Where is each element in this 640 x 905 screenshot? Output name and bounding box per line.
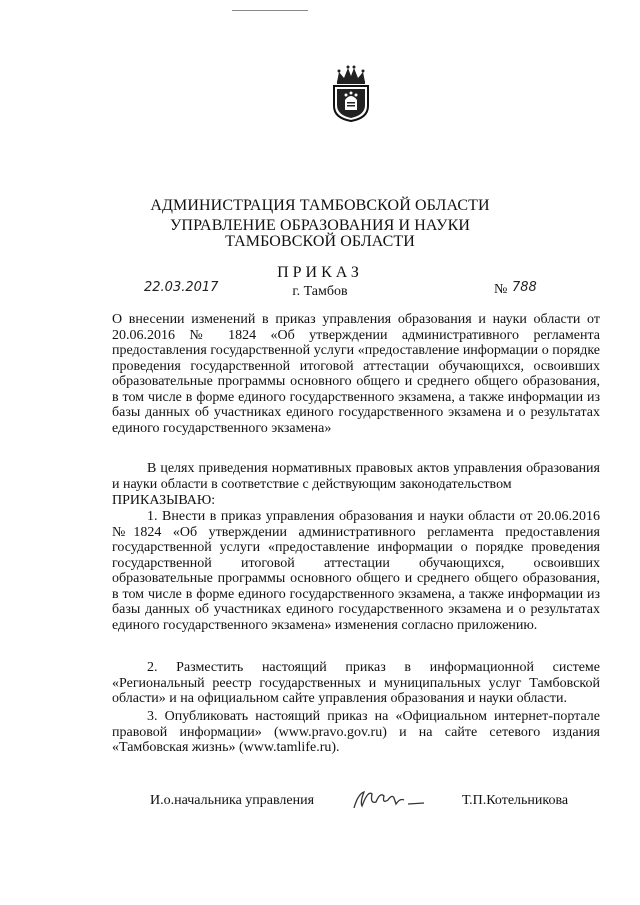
signature-position: И.о.начальника управления [150,793,315,808]
city: г. Тамбов [292,284,348,299]
handwritten-signature [350,784,430,814]
preamble-paragraph: В целях приведения нормативных правовых актов управления образования и науки области в соответствие с действующим законодательством [112,461,600,492]
number-prefix: № [494,282,508,297]
item-1: 1. Внести в приказ управления образования и науки области от 20.06.2016 №1824 «Об утверждении административного регламента предоставления государственной услуги «предоставление информации о порядке проведения государственной итоговой аттестации обучающихся, освоивших образовательные программы основного общего и среднего общего образования, в том числе в форме единого государственного экзамена, а также информации из базы данных об участниках единого государственного экзамена и о результатах единого государственного экзамена» изменения согласно приложению. [112,509,600,633]
order-word: ПРИКАЗЫВАЮ: [112,493,216,508]
item-2: 2. Разместить настоящий приказ в информационной системе «Региональный реестр государственных и муниципальных услуг Тамбовской области» и на официальном сайте управления образования и науки области. [112,660,600,706]
signature-name: Т.П.Котельникова [462,793,569,808]
org-line-3: ТАМБОВСКОЙ ОБЛАСТИ [225,233,415,250]
coat-of-arms-icon [329,64,373,122]
item-3: 3. Опубликовать настоящий приказ на «Официальном интернет-портале правовой информации» (www.pravo.gov.ru) и на сайте сетевого издания «Тамбовская жизнь» (www.tamlife.ru). [112,709,600,755]
doc-type-title: ПРИКАЗ [277,264,363,281]
number-handwritten: 788 [512,280,537,295]
org-line-2: УПРАВЛЕНИЕ ОБРАЗОВАНИЯ И НАУКИ [170,217,470,234]
top-rule [232,10,308,11]
subject-paragraph: О внесении изменений в приказ управления образования и науки области от 20.06.2016 № 1824 «Об утверждении административного регламента предоставления государственной услуги «предоставление информации о порядке проведения государственной итоговой аттестации обучающихся, освоивших образовательные программы основного общего и среднего общего образования, в том числе в форме единого государственного экзамена, а также информации из базы данных об участниках единого государственного экзамена и о результатах единого государственного экзамена» [112,312,600,436]
org-line-1: АДМИНИСТРАЦИЯ ТАМБОВСКОЙ ОБЛАСТИ [150,197,490,214]
date-handwritten: 22.03.2017 [144,280,219,295]
